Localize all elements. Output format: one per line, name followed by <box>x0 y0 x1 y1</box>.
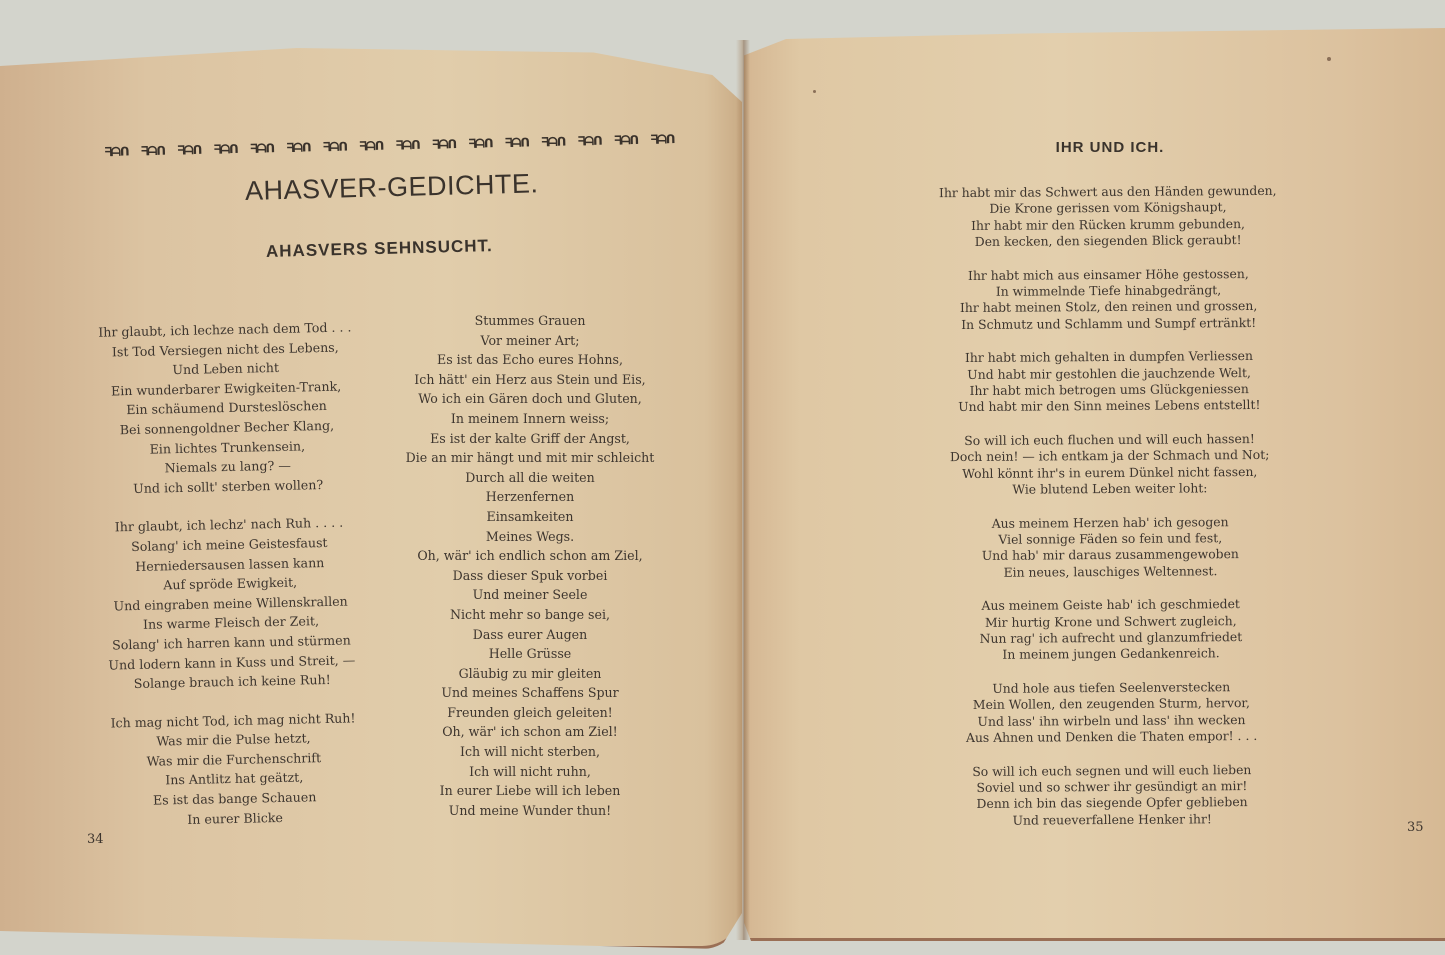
verse-line: Die an mir hängt und mit mir schleicht <box>405 450 655 466</box>
verse-line: Dass eurer Augen <box>472 626 588 642</box>
verse-line: Ihr glaubt, ich lechz' nach Ruh . . . . <box>114 514 344 535</box>
verse-line: Solang' ich harren kann und stürmen <box>111 632 351 653</box>
verse-line: Ein schäumend Dursteslöschen <box>126 398 327 418</box>
verse-line: Herniedersausen lassen kann <box>135 554 325 574</box>
wave-scroll-icon: ᖷᗩᑎ <box>577 133 602 149</box>
verse-line: Bei sonnengoldner Becher Klang, <box>119 417 335 438</box>
wave-scroll-icon: ᖷᗩᑎ <box>505 135 530 150</box>
verse-line: Ihr glaubt, ich lechze nach dem Tod . . . <box>98 319 352 340</box>
verse-line: Stummes Grauen <box>474 313 586 328</box>
section-title: AHASVER-GEDICHTE. <box>244 168 539 206</box>
verse-line: Ich will nicht sterben, <box>459 744 600 760</box>
verse-line: Solange brauch ich keine Ruh! <box>133 672 331 692</box>
verse-line: In Schmutz und Schlamm und Sumpf ertränkt! <box>961 314 1257 332</box>
verse-line: Ein lichtes Trunkensein, <box>149 437 306 457</box>
verse-line: Ihr habt mich betrogen ums Glückgeniessen <box>969 380 1249 398</box>
verse-line: Und meine Wunder thun! <box>448 802 612 818</box>
verse-line: Vor meiner Art; <box>480 332 580 348</box>
verse-line: Es ist das bange Schauen <box>152 789 317 808</box>
verse-line: Und reueverfallene Henker ihr! <box>1012 811 1212 828</box>
paper-spot <box>813 90 816 93</box>
poem-column-right <box>888 182 1332 829</box>
verse-line: Nicht mehr so bange sei, <box>450 606 610 622</box>
verse-line: Solang' ich meine Geistesfaust <box>131 534 328 554</box>
verse-line: Ein wunderbarer Ewigkeiten-Trank, <box>110 378 342 399</box>
wave-scroll-icon: ᖷᗩᑎ <box>650 132 675 147</box>
verse-line: Den kecken, den siegenden Blick geraubt! <box>974 231 1242 249</box>
verse-line: Ins warme Fleisch der Zeit, <box>142 613 320 633</box>
verse-line: Ich will nicht ruhn, <box>469 763 591 779</box>
verse-line: Oh, wär' ich endlich schon am Ziel, <box>417 548 643 564</box>
verse-line: In meinem Innern weiss; <box>450 410 610 426</box>
verse-line: Meines Wegs. <box>485 528 575 544</box>
verse-line: Es ist der kalte Griff der Angst, <box>430 430 630 446</box>
verse-line: Dass dieser Spuk vorbei <box>452 567 608 583</box>
verse-line: Ihr habt mich aus einsamer Höhe gestossen, <box>967 265 1249 283</box>
verse-line: Ins Antlitz hat geätzt, <box>165 769 304 788</box>
verse-line: Durch all die weiten <box>465 469 595 485</box>
verse-line: Und habt mir den Sinn meines Lebens entstellt! <box>958 397 1261 415</box>
verse-line: Mir hurtig Krone und Schwert zugleich, <box>984 612 1237 630</box>
book-gutter <box>736 40 750 940</box>
verse-line: Und meiner Seele <box>472 587 588 603</box>
verse-line: Was mir die Furchenschrift <box>146 750 322 769</box>
verse-line: So will ich euch segnen und will euch lieben <box>972 761 1252 779</box>
wave-scroll-icon: ᖷᗩᑎ <box>359 138 384 154</box>
verse-line: In eurer Liebe will ich leben <box>439 783 621 799</box>
verse-line: Ihr habt mir den Rücken krumm gebunden, <box>971 215 1246 233</box>
verse-line: Ist Tod Versiegen nicht des Lebens, <box>111 339 339 360</box>
wave-scroll-icon: ᖷᗩᑎ <box>213 141 238 157</box>
page-number-left: 34 <box>87 832 104 847</box>
verse-line: In wimmelnde Tiefe hinabgedrängt, <box>995 282 1222 299</box>
verse-line: Und Leben nicht <box>172 360 280 378</box>
poem-column-2 <box>375 311 685 820</box>
verse-line: Und ich sollt' sterben wollen? <box>133 476 324 496</box>
verse-line: Ich hätt' ein Herz aus Stein und Eis, <box>414 371 646 387</box>
verse-line: Oh, wär' ich schon am Ziel! <box>442 724 618 740</box>
paper-spot <box>1327 57 1331 61</box>
verse-line: Ihr habt mich gehalten in dumpfen Verliessen <box>964 348 1254 366</box>
verse-line: Die Krone gerissen vom Königshaupt, <box>989 199 1227 217</box>
verse-line: Denn ich bin das siegende Opfer geblieben <box>976 794 1248 812</box>
wave-scroll-icon: ᖷᗩᑎ <box>468 136 493 151</box>
wave-scroll-icon: ᖷᗩᑎ <box>141 143 166 159</box>
verse-line: Herzenfernen <box>485 489 575 505</box>
poem-title-right: IHR UND ICH. <box>1055 139 1165 156</box>
wave-scroll-icon: ᖷᗩᑎ <box>614 132 639 148</box>
verse-line: Und eingraben meine Willenskrallen <box>113 593 348 614</box>
verse-line: Niemals zu lang? — <box>164 457 292 476</box>
verse-line: Ihr habt meinen Stolz, den reinen und grossen, <box>959 298 1258 316</box>
verse-line: Und hab' mir daraus zusammengewoben <box>981 546 1239 564</box>
verse-line: Aus Ahnen und Denken die Thaten empor! . . . <box>965 727 1258 746</box>
verse-line: Ich mag nicht Tod, ich mag nicht Ruh! <box>110 710 356 731</box>
verse-line: In meinem jungen Gedankenreich. <box>1002 645 1220 663</box>
verse-line: Wie blutend Leben weiter loht: <box>1012 480 1208 497</box>
verse-line: Nun rag' ich aufrecht und glanzumfriedet <box>979 629 1243 646</box>
verse-line: In eurer Blicke <box>187 809 284 827</box>
verse-line: Ihr habt mir das Schwert aus den Händen gewunden, <box>938 182 1277 201</box>
verse-line: Doch nein! — ich entkam ja der Schmach und Not; <box>949 447 1270 465</box>
poem-column-1 <box>75 317 386 831</box>
wave-scroll-icon: ᖷᗩᑎ <box>286 140 311 155</box>
verse-line: Und lodern kann in Kuss und Streit, — <box>108 651 356 673</box>
verse-line: Gläubig zu mir gleiten <box>458 665 602 681</box>
verse-line: Ein neues, lauschiges Weltennest. <box>1003 562 1218 580</box>
verse-line: Und hole aus tiefen Seelenverstecken <box>992 679 1231 696</box>
verse-line: Helle Grüsse <box>488 646 572 662</box>
wave-scroll-icon: ᖷᗩᑎ <box>250 141 275 156</box>
verse-line: Viel sonnige Fäden so fein und fest, <box>998 530 1223 547</box>
verse-line: Auf spröde Ewigkeit, <box>163 574 298 593</box>
verse-line: Wohl könnt ihr's in eurem Dünkel nicht fassen, <box>962 463 1258 481</box>
verse-line: Einsamkeiten <box>486 508 574 524</box>
verse-line: Aus meinem Geiste hab' ich geschmiedet <box>981 596 1240 614</box>
verse-line: Freunden gleich geleiten! <box>447 704 613 720</box>
verse-line: Was mir die Pulse hetzt, <box>156 730 311 749</box>
verse-line: So will ich euch fluchen und will euch hassen! <box>964 431 1255 449</box>
wave-scroll-icon: ᖷᗩᑎ <box>177 142 202 158</box>
verse-line: Mein Wollen, den zeugenden Sturm, hervor, <box>972 695 1250 713</box>
wave-scroll-icon: ᖷᗩᑎ <box>432 137 457 152</box>
verse-line: Es ist das Echo eures Hohns, <box>437 352 623 368</box>
verse-line: Wo ich ein Gären doch und Gluten, <box>418 391 642 407</box>
wave-scroll-icon: ᖷᗩᑎ <box>541 134 566 150</box>
poem-title-left: AHASVERS SEHNSUCHT. <box>265 236 493 261</box>
verse-line: Und meines Schaffens Spur <box>441 685 619 701</box>
verse-line: Und habt mir gestohlen die jauchzende Welt, <box>967 364 1251 382</box>
verse-line: Aus meinem Herzen hab' ich gesogen <box>991 513 1229 531</box>
wave-scroll-icon: ᖷᗩᑎ <box>104 144 129 160</box>
verse-line: Und lass' ihn wirbeln und lass' ihn wecken <box>977 711 1246 729</box>
page-number-right: 35 <box>1407 820 1424 835</box>
wave-scroll-icon: ᖷᗩᑎ <box>323 139 348 155</box>
verse-line: Soviel und so schwer ihr gesündigt an mir! <box>976 778 1248 796</box>
wave-scroll-icon: ᖷᗩᑎ <box>395 137 420 153</box>
